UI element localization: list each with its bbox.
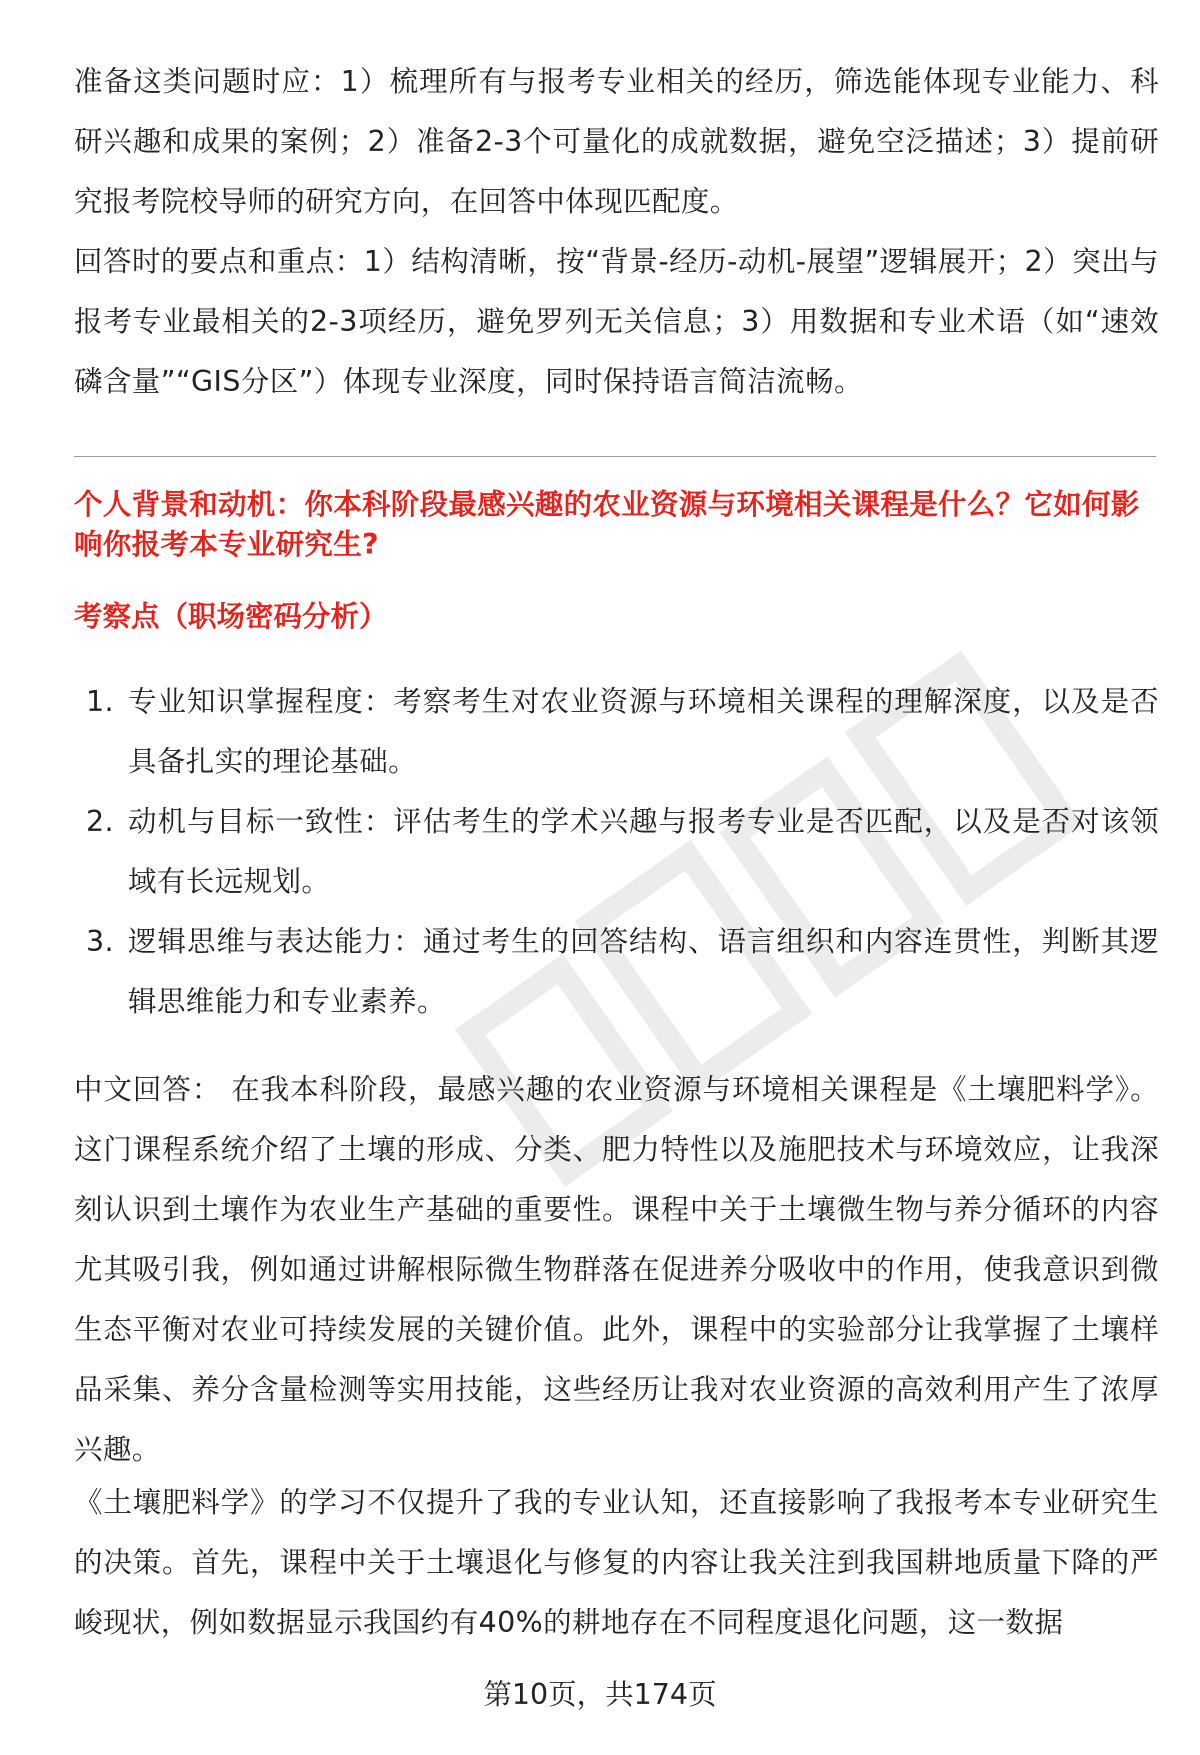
list-item — [74, 792, 1159, 912]
list-item-text: 动机与目标一致性：评估考生的学术兴趣与报考专业是否匹配，以及是否对该领域有长远规划。 — [128, 805, 1159, 898]
followup-paragraph — [74, 1473, 1159, 1653]
answer-points-paragraph — [74, 232, 1159, 412]
list-item-number: 3. — [86, 925, 114, 958]
list-item-number: 2. — [86, 805, 114, 838]
list-item — [74, 912, 1159, 1032]
chinese-answer-text: 中文回答： 在我本科阶段，最感兴趣的农业资源与环境相关课程是《土壤肥料学》。这门课程系统介绍了土壤的形成、分类、肥力特性以及施肥技术与环境效应，让我深刻认识到土壤作为农业生产基础的重要性。课程中关于土壤微生物与养分循环的内容尤其吸引我，例如通过讲解根际微生物群落在促进养分吸收中的作用，使我意识到微生态平衡对农业可持续发展的关键价值。此外，课程中的实验部分让我掌握了土壤样品采集、养分含量检测等实用技能，这些经历让我对农业资源的高效利用产生了浓厚兴趣。 — [74, 1073, 1159, 1466]
chinese-answer-paragraph — [74, 1060, 1159, 1480]
answer-points-text: 回答时的要点和重点：1）结构清晰，按“背景-经历-动机-展望”逻辑展开；2）突出与报考专业最相关的2-3项经历，避免罗列无关信息；3）用数据和专业术语（如“速效磷含量”“GIS分区”）体现专业深度，同时保持语言简洁流畅。 — [74, 245, 1159, 398]
list-item-number: 1. — [86, 685, 114, 718]
page-number: 第10页，共174页 — [483, 1678, 717, 1711]
list-item-text: 专业知识掌握程度：考察考生对农业资源与环境相关课程的理解深度，以及是否具备扎实的理论基础。 — [128, 685, 1159, 778]
list-item-text: 逻辑思维与表达能力：通过考生的回答结构、语言组织和内容连贯性，判断其逻辑思维能力和专业素养。 — [128, 925, 1159, 1018]
assessment-list — [74, 672, 1159, 1032]
preparation-paragraph — [74, 52, 1159, 232]
list-item — [74, 672, 1159, 792]
followup-text: 《土壤肥料学》的学习不仅提升了我的专业认知，还直接影响了我报考本专业研究生的决策。首先，课程中关于土壤退化与修复的内容让我关注到我国耕地质量下降的严峻现状，例如数据显示我国约有40%的耕地存在不同程度退化问题，这一数据 — [74, 1486, 1159, 1639]
question-heading: 个人背景和动机：你本科阶段最感兴趣的农业资源与环境相关课程是什么？它如何影响你报考本专业研究生? — [74, 488, 1140, 561]
assessment-heading: 考察点（职场密码分析） — [74, 600, 388, 633]
section-divider — [74, 456, 1156, 457]
preparation-text: 准备这类问题时应：1）梳理所有与报考专业相关的经历，筛选能体现专业能力、科研兴趣和成果的案例；2）准备2-3个可量化的成就数据，避免空泛描述；3）提前研究报考院校导师的研究方向，在回答中体现匹配度。 — [74, 65, 1159, 218]
